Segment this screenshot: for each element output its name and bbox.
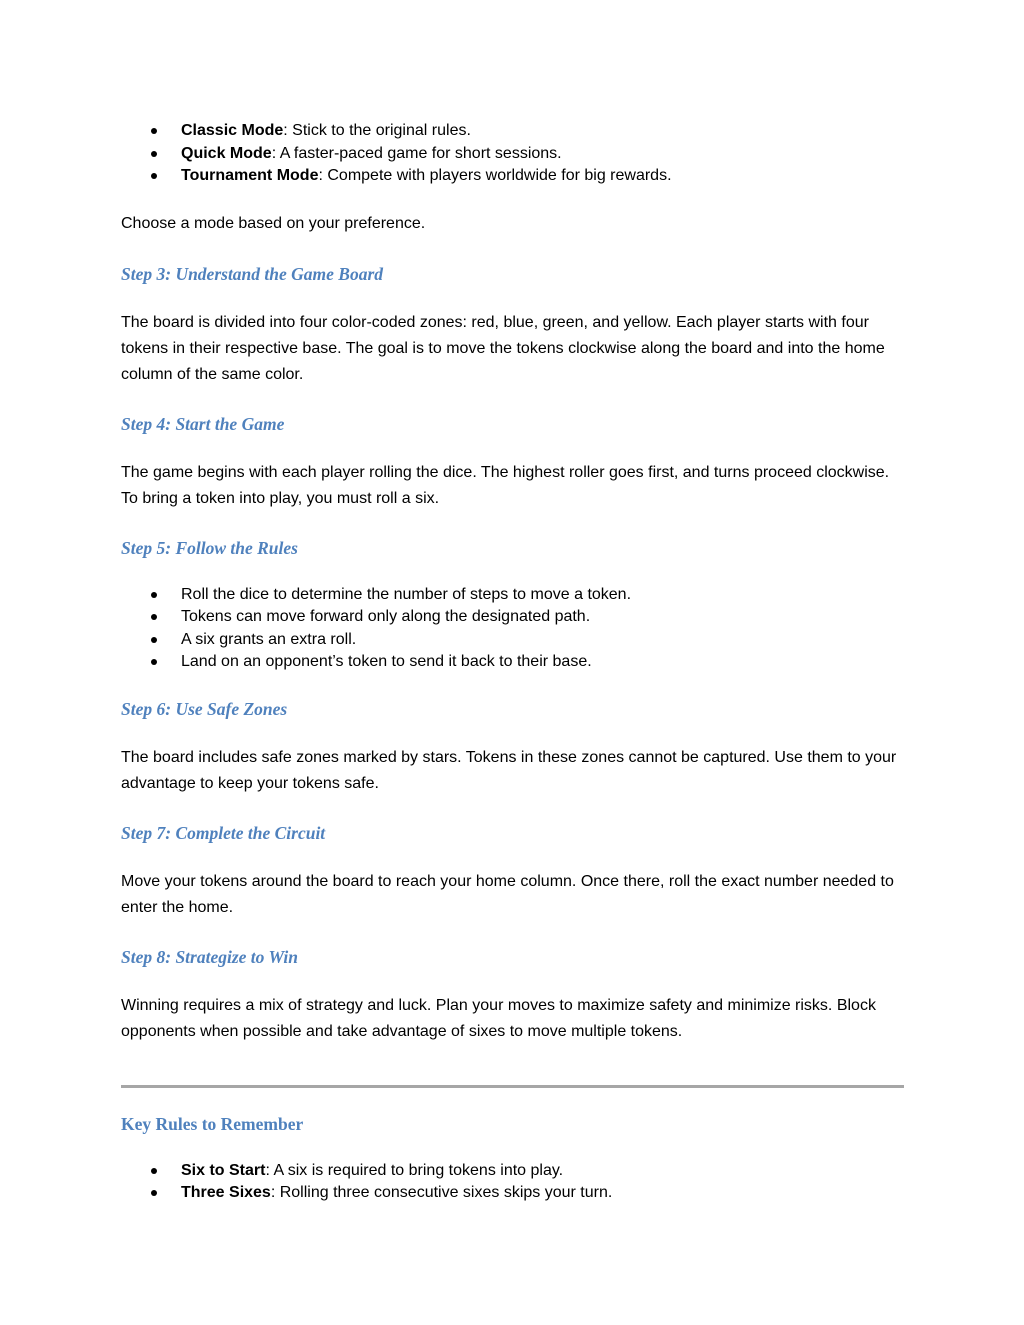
list-item	[121, 584, 904, 607]
step8-body: Winning requires a mix of strategy and luck. Plan your moves to maximize safety and minimize risks. Block opponents when possible and take advantage of sixes to move multiple tokens.	[121, 996, 876, 1040]
list-item	[121, 165, 904, 188]
list-item	[121, 1160, 904, 1183]
choose-mode-text: Choose a mode based on your preference.	[121, 214, 426, 232]
mode-name: Tournament Mode	[181, 167, 319, 184]
key-rule-desc: : Rolling three consecutive sixes skips your turn.	[270, 1184, 613, 1201]
rule-text: Roll the dice to determine the number of steps to move a token.	[181, 585, 632, 603]
mode-name: Quick Mode	[181, 144, 272, 162]
step3-heading: Step 3: Understand the Game Board	[121, 263, 384, 284]
step8-heading: Step 8: Strategize to Win	[121, 946, 298, 967]
mode-list	[121, 120, 904, 188]
list-item	[121, 143, 904, 166]
mode-name: Classic Mode	[181, 122, 284, 139]
bullet-icon	[151, 151, 157, 157]
key-rules-heading: Key Rules to Remember	[121, 1113, 304, 1134]
mode-desc: : Stick to the original rules.	[283, 122, 471, 139]
list-item	[121, 606, 904, 629]
mode-desc: : Compete with players worldwide for big rewards.	[318, 167, 672, 184]
step7-body: Move your tokens around the board to reach your home column. Once there, roll the exact number needed to enter the home.	[121, 872, 894, 916]
list-item	[121, 651, 904, 674]
step6-body: The board includes safe zones marked by stars. Tokens in these zones cannot be captured. Use them to your advantage to keep your tokens safe.	[121, 748, 897, 792]
key-rule-name: Six to Start	[181, 1161, 266, 1179]
bullet-icon	[151, 614, 157, 620]
step6-heading: Step 6: Use Safe Zones	[121, 698, 288, 719]
bullet-icon	[151, 1168, 157, 1174]
rule-text: Tokens can move forward only along the designated path.	[181, 608, 591, 625]
key-rule-name: Three Sixes	[181, 1184, 271, 1201]
bullet-icon	[151, 659, 157, 665]
step3-body: The board is divided into four color-coded zones: red, blue, green, and yellow. Each player starts with four tokens in their respective base. The goal is to move the tokens clockwise along the board and into the home column of the same color.	[121, 313, 885, 383]
step7-heading: Step 7: Complete the Circuit	[121, 822, 326, 843]
document-content	[121, 120, 904, 1205]
bullet-icon	[151, 637, 157, 643]
rule-text: A six grants an extra roll.	[181, 630, 357, 648]
bullet-icon	[151, 128, 157, 134]
list-item	[121, 120, 904, 143]
rules-list	[121, 584, 904, 674]
step4-body: The game begins with each player rolling the dice. The highest roller goes first, and turns proceed clockwise. To bring a token into play, you must roll a six.	[121, 463, 890, 507]
bullet-icon	[151, 173, 157, 179]
bullet-icon	[151, 1190, 157, 1196]
list-item	[121, 1182, 904, 1205]
key-rule-desc: : A six is required to bring tokens into play.	[265, 1161, 564, 1179]
mode-desc: : A faster-paced game for short sessions.	[271, 144, 562, 162]
key-rules-list	[121, 1160, 904, 1205]
step5-heading: Step 5: Follow the Rules	[121, 537, 298, 558]
step4-heading: Step 4: Start the Game	[121, 413, 285, 434]
list-item	[121, 629, 904, 652]
bullet-icon	[151, 592, 157, 598]
rule-text: Land on an opponent’s token to send it back to their base.	[181, 653, 592, 670]
